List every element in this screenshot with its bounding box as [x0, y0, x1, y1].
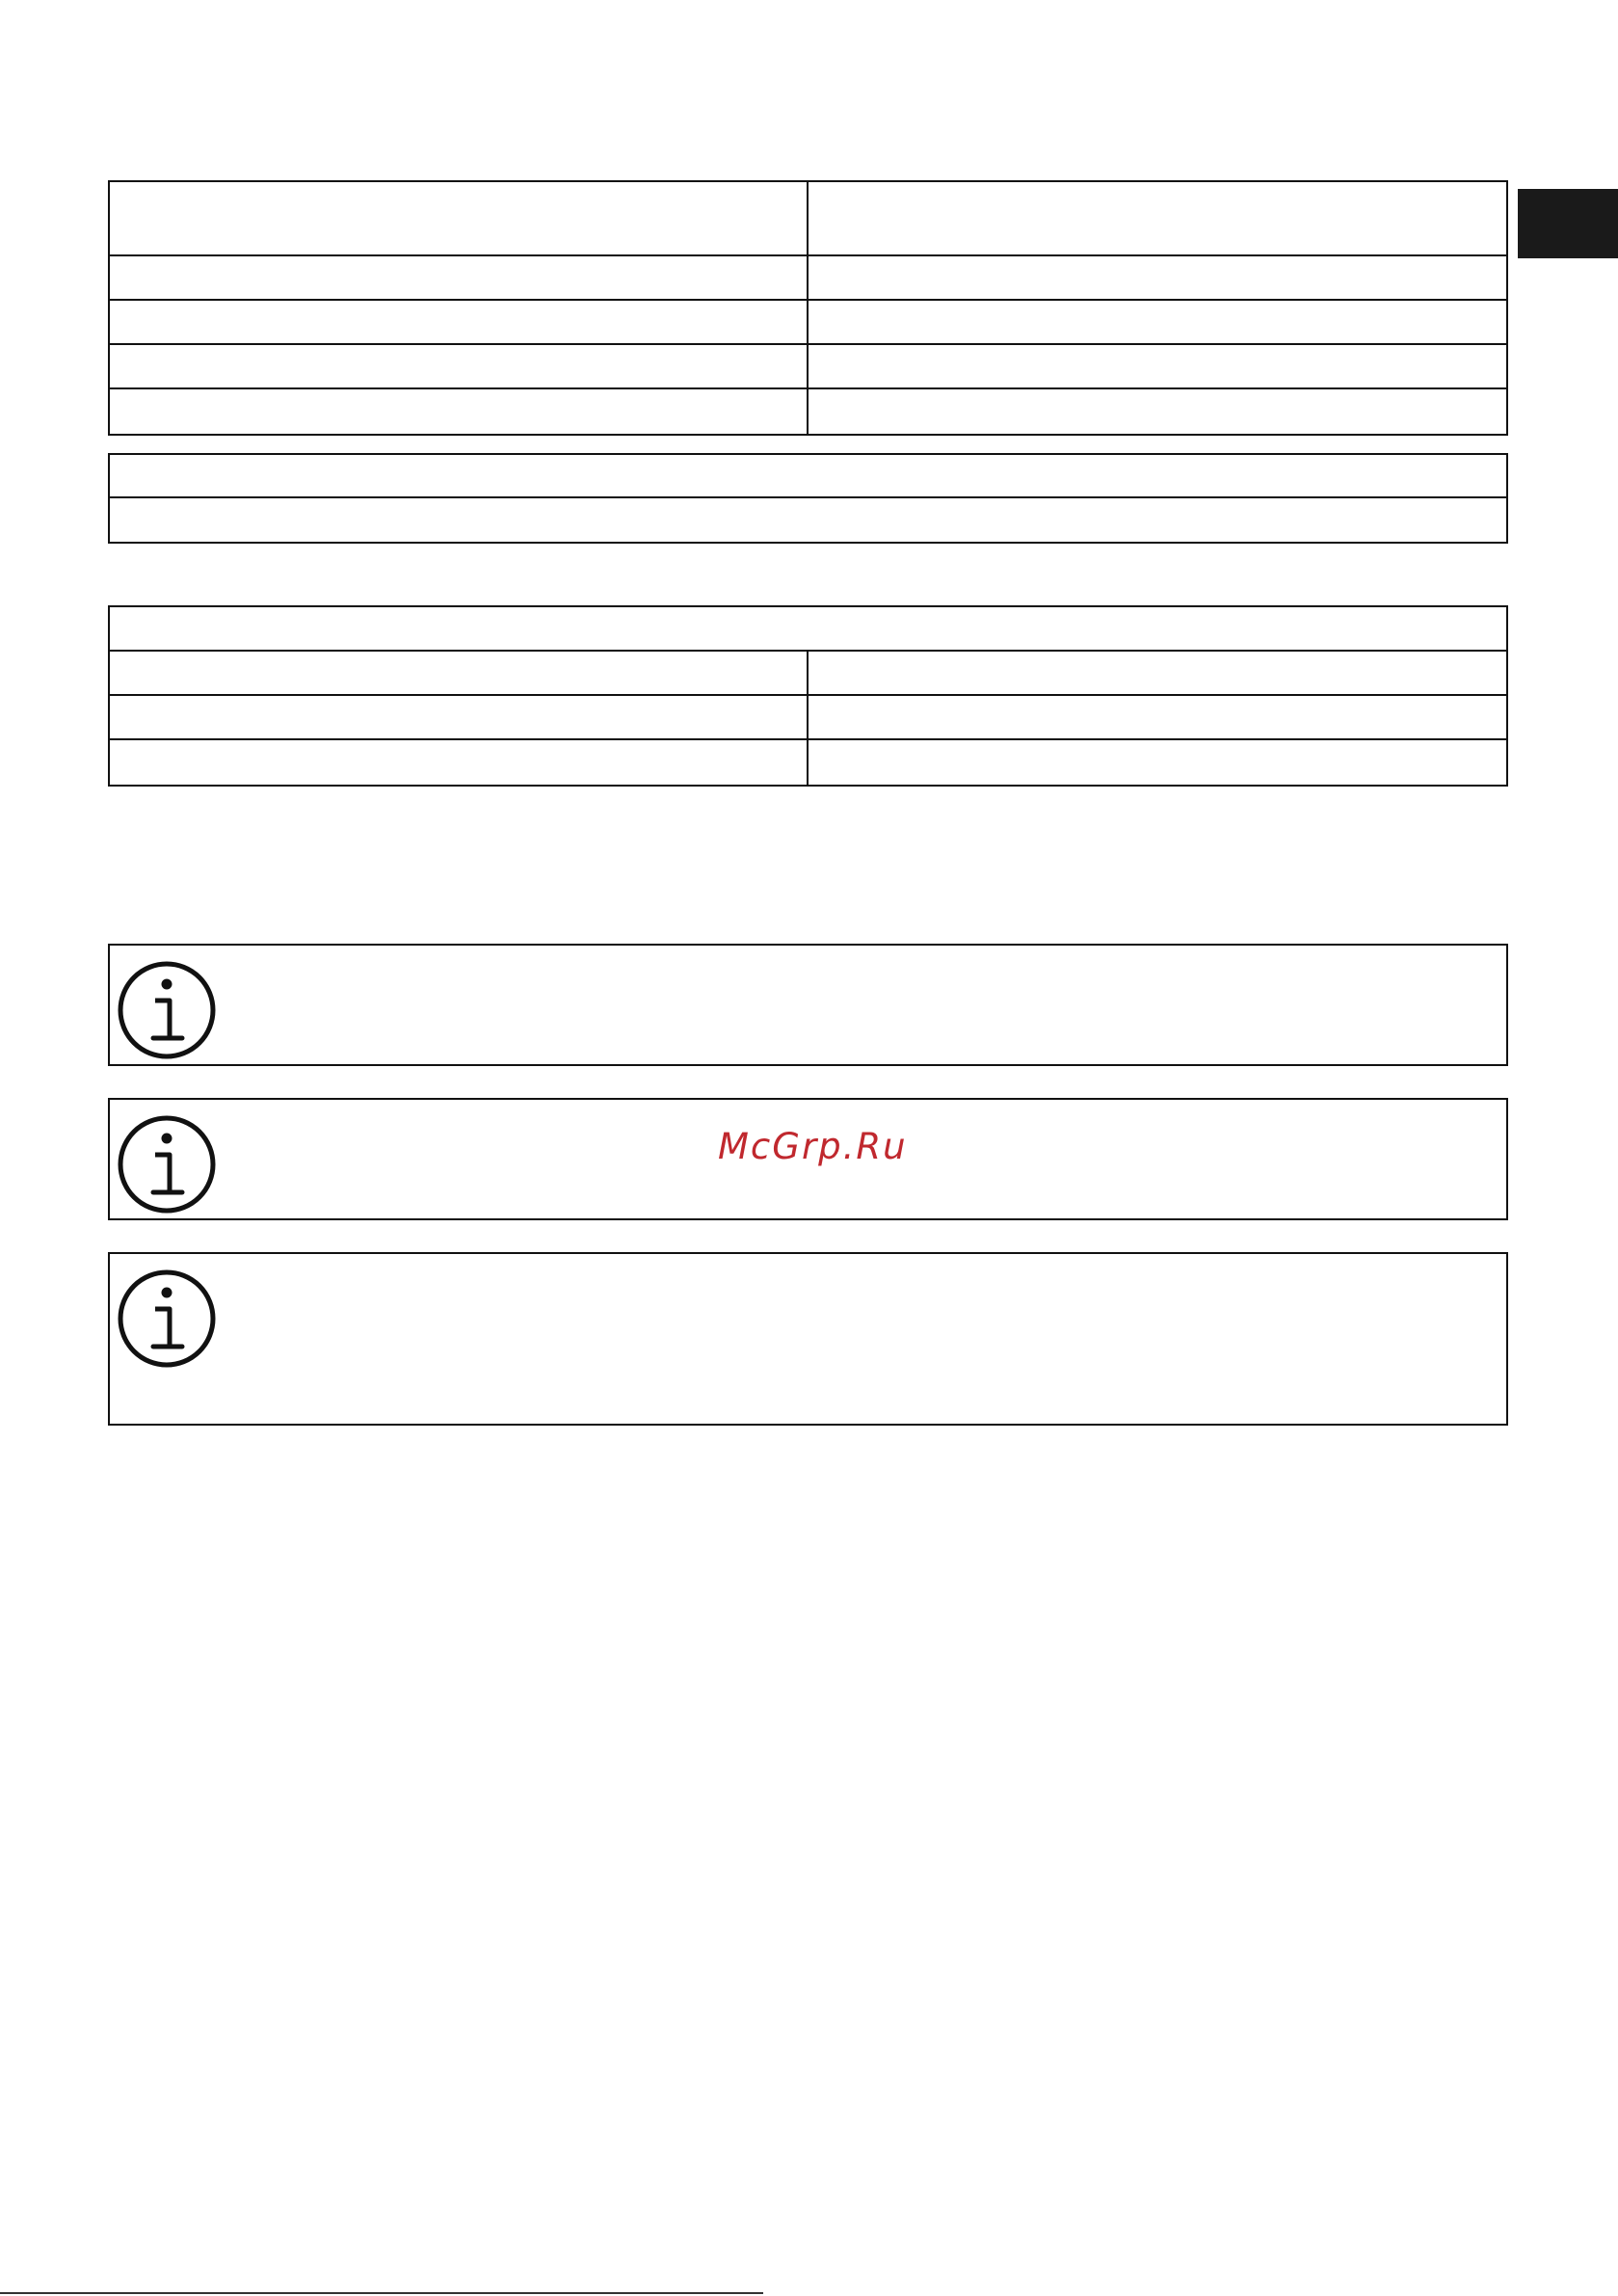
table-header-cell — [110, 607, 1506, 650]
table-row — [110, 696, 1506, 740]
table-row — [110, 498, 1506, 542]
table-cell — [809, 256, 1506, 299]
table-header-row — [110, 182, 1506, 256]
table-cell — [110, 740, 809, 785]
table-row — [110, 345, 1506, 389]
table-row — [110, 652, 1506, 696]
table-header-row — [110, 607, 1506, 652]
table-cell — [110, 455, 1506, 496]
section-tab-marker — [1518, 189, 1618, 258]
table-header-cell — [809, 182, 1506, 254]
table-row — [110, 455, 1506, 498]
table-cell — [110, 696, 809, 738]
table-cell — [809, 345, 1506, 387]
watermark-text: McGrp.Ru — [718, 1126, 908, 1167]
spec-table-1 — [108, 180, 1508, 436]
table-cell — [809, 696, 1506, 738]
info-icon — [117, 960, 217, 1060]
spec-table-2 — [108, 453, 1508, 544]
table-cell — [110, 498, 1506, 542]
table-cell — [110, 256, 809, 299]
spec-table-3 — [108, 605, 1508, 787]
table-cell — [110, 652, 809, 694]
table-row — [110, 256, 1506, 301]
info-notice-3 — [108, 1252, 1508, 1426]
table-cell — [809, 389, 1506, 434]
table-cell — [809, 301, 1506, 343]
info-notice-1 — [108, 944, 1508, 1066]
table-cell — [110, 345, 809, 387]
info-icon — [117, 1268, 217, 1369]
table-header-cell — [110, 182, 809, 254]
table-row — [110, 301, 1506, 345]
table-cell — [809, 740, 1506, 785]
table-row — [110, 389, 1506, 434]
footer-rule — [0, 2292, 763, 2294]
table-cell — [110, 301, 809, 343]
table-cell — [809, 652, 1506, 694]
table-cell — [110, 389, 809, 434]
table-row — [110, 740, 1506, 785]
info-icon — [117, 1114, 217, 1215]
